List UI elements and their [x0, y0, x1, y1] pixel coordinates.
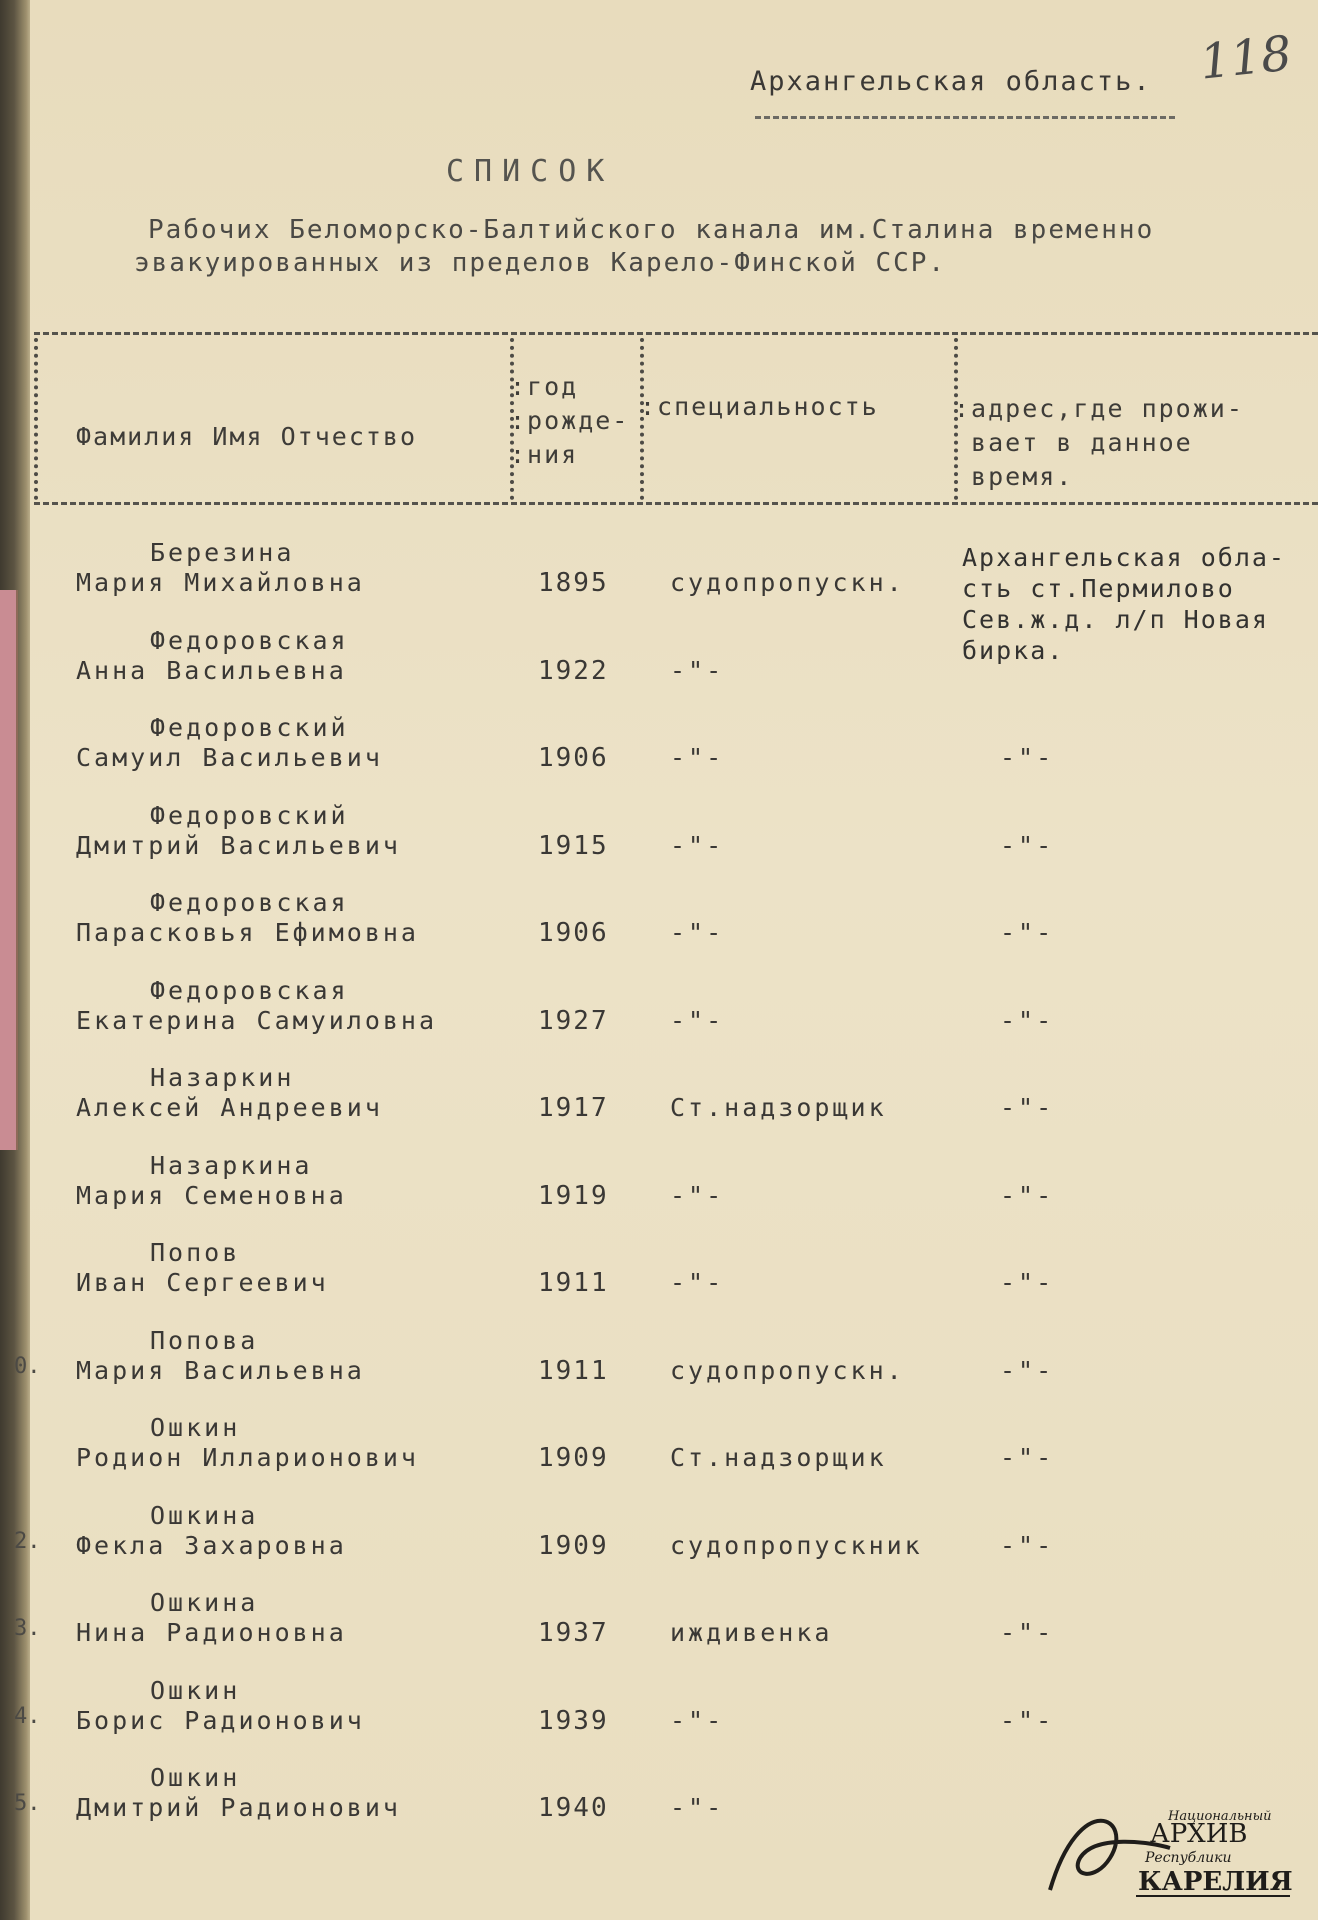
address: -"- — [1000, 1093, 1055, 1122]
birth-year: 1909 — [538, 1530, 609, 1561]
specialty: -"- — [670, 918, 725, 947]
address: -"- — [1000, 830, 1055, 860]
given-names: Екатерина Самуиловна — [76, 1005, 438, 1035]
given-names: Иван Сергеевич — [76, 1268, 329, 1297]
given-names: Мария Михайловна — [76, 568, 365, 597]
surname: Назаркина — [150, 1150, 313, 1180]
stamp-line-3: Республики — [1145, 1850, 1232, 1866]
table-row — [0, 1501, 1318, 1587]
surname: Березина — [150, 538, 295, 567]
table-row — [0, 1151, 1318, 1237]
given-names: Борис Радионович — [76, 1705, 365, 1735]
birth-year: 1919 — [538, 1180, 609, 1211]
table-row — [0, 713, 1318, 799]
surname: Федоровский — [150, 800, 349, 830]
subtitle-line-1: Рабочих Беломорско-Балтийского канала им.Сталина временно — [148, 215, 1155, 245]
table-top-rule — [34, 332, 1318, 335]
address: -"- — [1000, 1705, 1055, 1735]
stamp-line-4: КАРЕЛИЯ — [1138, 1867, 1293, 1897]
header-year: :год :рожде- :ния — [510, 372, 630, 469]
row-number: 3. — [14, 1616, 41, 1641]
table-row — [0, 1063, 1318, 1149]
given-names: Нина Радионовна — [76, 1618, 347, 1647]
specialty: Ст.надзорщик — [670, 1443, 887, 1472]
page-number: 118 — [1197, 25, 1295, 91]
surname: Федоровская — [150, 625, 349, 655]
birth-year: 1940 — [538, 1793, 609, 1823]
row-number: 5. — [14, 1791, 41, 1816]
address: -"- — [1000, 918, 1055, 947]
surname: Ошкина — [150, 1588, 259, 1617]
surname: Ошкина — [150, 1500, 259, 1530]
birth-year: 1917 — [538, 1093, 609, 1123]
specialty: -"- — [670, 830, 725, 860]
region-heading: Архангельская область. — [750, 66, 1152, 97]
birth-year: 1911 — [538, 1268, 609, 1298]
surname: Федоровская — [150, 975, 349, 1005]
address: -"- — [1000, 1180, 1055, 1210]
given-names: Алексей Андреевич — [76, 1093, 383, 1122]
given-names: Мария Семеновна — [76, 1180, 347, 1210]
specialty: -"- — [670, 655, 725, 685]
surname: Ошкин — [150, 1763, 241, 1792]
given-names: Дмитрий Радионович — [76, 1793, 401, 1822]
table-row — [0, 888, 1318, 974]
given-names: Дмитрий Васильевич — [76, 830, 401, 860]
birth-year: 1911 — [538, 1355, 609, 1386]
given-names: Анна Васильевна — [76, 655, 347, 685]
table-row — [0, 976, 1318, 1062]
specialty: -"- — [670, 1005, 725, 1035]
column-divider — [34, 338, 38, 500]
row-number: 0. — [14, 1353, 41, 1379]
table-row — [0, 1326, 1318, 1412]
given-names: Парасковья Ефимовна — [76, 918, 419, 947]
region-underline — [755, 116, 1175, 119]
surname: Ошкин — [150, 1675, 241, 1705]
given-names: Фекла Захаровна — [76, 1530, 347, 1560]
document-subtitle — [134, 214, 1155, 280]
document-title: СПИСОК — [446, 154, 615, 189]
row-number: 4. — [14, 1703, 41, 1729]
address: -"- — [1000, 743, 1055, 772]
table-row — [0, 1413, 1318, 1499]
specialty: -"- — [670, 743, 725, 772]
table-header-bottom-rule — [34, 502, 1318, 505]
birth-year: 1937 — [538, 1618, 609, 1648]
address: -"- — [1000, 1530, 1055, 1560]
address: -"- — [1000, 1618, 1055, 1647]
birth-year: 1909 — [538, 1443, 609, 1473]
specialty: Ст.надзорщик — [670, 1093, 887, 1122]
specialty: судопропускн. — [670, 568, 905, 597]
address: -"- — [1000, 1005, 1055, 1035]
header-address: :адрес,где прожи- вает в данное время. — [954, 394, 1244, 491]
table-row — [0, 1676, 1318, 1762]
stamp-line-2: АРХИВ — [1150, 1819, 1248, 1849]
birth-year: 1906 — [538, 918, 609, 948]
birth-year: 1922 — [538, 655, 609, 686]
surname: Назаркин — [150, 1063, 295, 1092]
row-number: 2. — [14, 1528, 41, 1554]
birth-year: 1939 — [538, 1705, 609, 1736]
specialty: судопропускник — [670, 1530, 923, 1560]
specialty: иждивенка — [670, 1618, 833, 1647]
birth-year: 1895 — [538, 568, 609, 598]
specialty: судопропускн. — [670, 1355, 905, 1385]
first-row-address: Архангельская обла- сть ст.Пермилово Сев.ж.д. л/п Новая бирка. — [962, 543, 1286, 665]
given-names: Родион Илларионович — [76, 1443, 419, 1472]
stamp-line-1: Национальный — [1168, 1809, 1272, 1824]
specialty: -"- — [670, 1268, 725, 1297]
header-specialty: :специальность — [640, 392, 879, 421]
table-row — [0, 1238, 1318, 1324]
surname: Федоровская — [150, 888, 349, 917]
address: -"- — [1000, 1355, 1055, 1385]
surname: Федоровский — [150, 713, 349, 742]
surname: Ошкин — [150, 1413, 241, 1442]
given-names: Мария Васильевна — [76, 1355, 365, 1385]
birth-year: 1906 — [538, 743, 609, 773]
address: -"- — [1000, 1268, 1055, 1297]
given-names: Самуил Васильевич — [76, 743, 383, 772]
birth-year: 1915 — [538, 830, 609, 861]
table-row — [0, 1588, 1318, 1674]
birth-year: 1927 — [538, 1005, 609, 1036]
table-row — [0, 801, 1318, 887]
address: -"- — [1000, 1443, 1055, 1472]
subtitle-line-2: эвакуированных из пределов Карело-Финской ССР. — [134, 248, 947, 278]
surname: Попов — [150, 1238, 241, 1267]
archive-logo — [1040, 1798, 1300, 1902]
header-name: Фамилия Имя Отчество — [76, 422, 418, 451]
specialty: -"- — [670, 1180, 725, 1210]
specialty: -"- — [670, 1793, 725, 1822]
specialty: -"- — [670, 1705, 725, 1735]
surname: Попова — [150, 1325, 259, 1355]
